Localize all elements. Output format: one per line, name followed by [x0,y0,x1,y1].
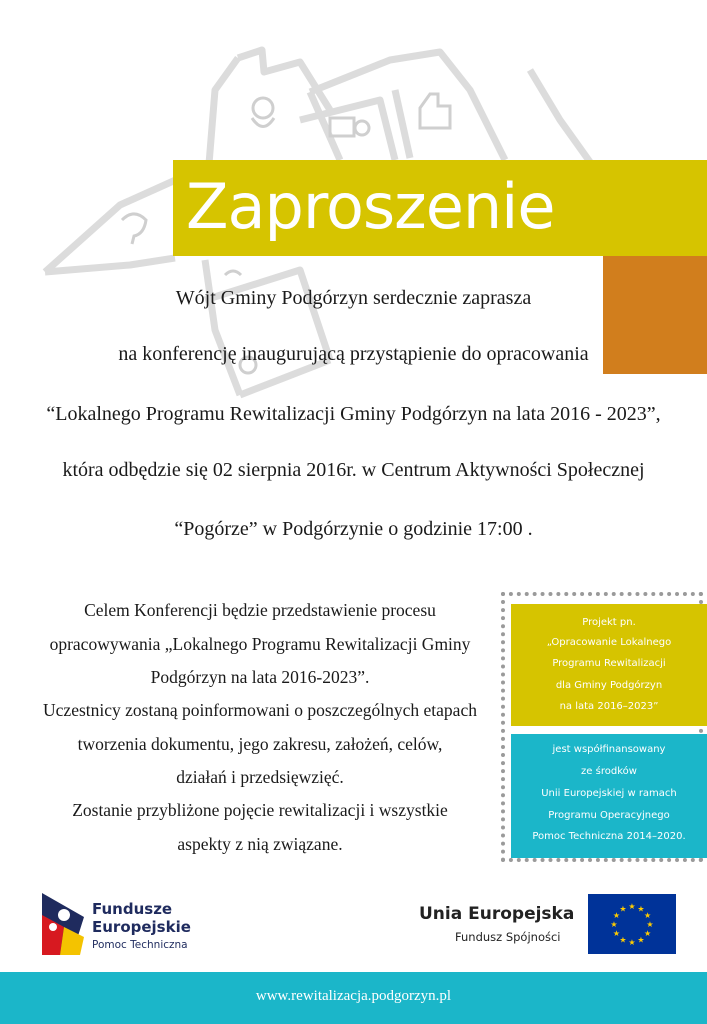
project-line-1: Projekt pn. [582,617,636,628]
funding-line-4: Programu Operacyjnego [548,810,670,821]
eu-star-icon: ★ [628,938,636,947]
eu-star-icon: ★ [612,911,620,920]
ue-logo-title: Unia Europejska [419,904,575,924]
fundusze-europejskie-logo-icon [42,893,84,955]
eu-star-icon: ★ [646,920,654,929]
invitation-line-2: na konferencję inaugurującą przystąpienie do opracowania [118,343,589,365]
eu-star-icon: ★ [637,935,645,945]
funding-line-1: jest współfinansowany [552,744,666,755]
description-line-6: działań i przedsięwzięć. [176,767,344,787]
description-line-7: Zostanie przybliżone pojęcie rewitalizacji i wszystkie [72,800,448,820]
funding-line-2: ze środków [581,766,637,777]
fe-logo-line-1: Fundusze [92,900,173,918]
project-line-3: Programu Rewitalizacji [552,658,666,669]
funding-line-5: Pomoc Techniczna 2014–2020. [532,831,686,842]
fe-logo-subtitle: Pomoc Techniczna [92,939,188,951]
eu-star-icon: ★ [610,920,618,929]
project-info-box [511,604,707,726]
funding-line-3: Unii Europejskiej w ramach [541,788,677,799]
page-title: Zaproszenie [186,170,555,243]
footer-url: www.rewitalizacja.podgorzyn.pl [255,988,452,1004]
eu-star-icon: ★ [637,904,645,914]
fe-logo-line-2: Europejskie [92,918,191,936]
eu-flag-icon [588,894,676,954]
invitation-line-3: “Lokalnego Programu Rewitalizacji Gminy Podgórzyn na lata 2016 - 2023”, [46,403,661,425]
invitation-line-1: Wójt Gminy Podgórzyn serdecznie zaprasza [175,287,532,309]
eu-star-icon: ★ [628,902,636,911]
description-line-1: Celem Konferencji będzie przedstawienie procesu [84,600,436,620]
eu-star-icon: ★ [644,929,652,938]
funding-info-box [511,734,707,858]
invitation-line-4: która odbędzie się 02 sierpnia 2016r. w Centrum Aktywności Społecznej [62,459,645,481]
description-line-2: opracowywania „Lokalnego Programu Rewitalizacji Gminy [49,634,471,654]
description-line-3: Podgórzyn na lata 2016-2023”. [150,667,370,687]
ue-logo-subtitle: Fundusz Spójności [455,930,561,944]
description-line-4: Uczestnicy zostaną poinformowani o poszczególnych etapach [43,700,477,720]
eu-star-icon: ★ [612,929,620,938]
invitation-line-5: “Pogórze” w Podgórzynie o godzinie 17:00 . [174,518,533,540]
description-line-5: tworzenia dokumentu, jego zakresu, założeń, celów, [77,734,443,754]
project-line-4: dla Gminy Podgórzyn [555,680,663,691]
eu-star-icon: ★ [619,904,627,914]
eu-star-icon: ★ [644,911,652,920]
project-line-5: na lata 2016–2023” [559,701,659,712]
project-line-2: „Opracowanie Lokalnego [546,637,672,648]
eu-star-icon: ★ [619,935,627,945]
description-line-8: aspekty z nią związane. [177,834,343,854]
